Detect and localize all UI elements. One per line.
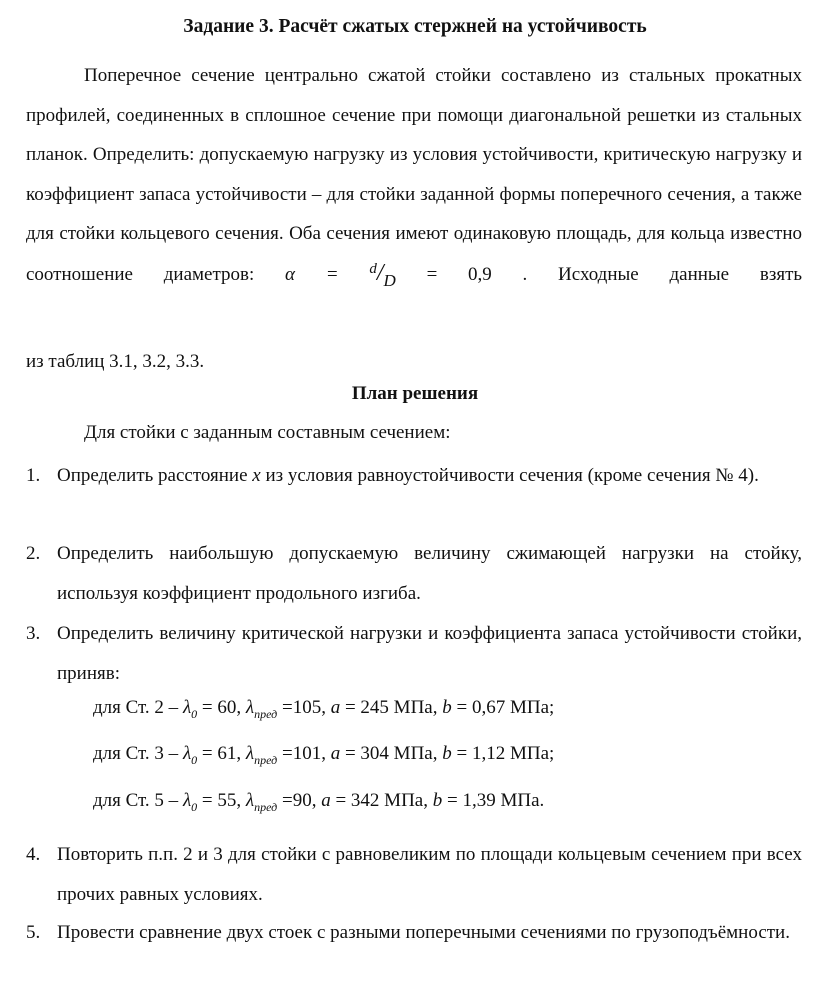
task-title: Задание 3. Расчёт сжатых стержней на устойчивость (183, 16, 647, 37)
plan-step-5: 5. Провести сравнение двух стоек с разными поперечными сечениями по грузоподъёмности. (26, 922, 790, 943)
param-line-st5: для Ст. $5 - \lambda_0 = 55$, $\lambda_{пред} =90$, a = 342 МПа, b = 1,39 МПа. (93, 790, 545, 814)
param-line-st3: для Ст. $3 - \lambda_0 = 61$, $\lambda_{пред} =101$, a = 304 МПа, b = 1,12 МПа; (93, 743, 555, 767)
plan-intro: Для стойки с заданным составным сечением: (84, 422, 451, 443)
task-paragraph (26, 56, 802, 296)
plan-step-1: 1. Определить расстояние x из условия равноустойчивости сечения (кроме сечения № 4). (26, 465, 759, 486)
param-line-st2: для Ст. $2 - \lambda_0 = 60$, $\lambda_{пред} =105$, a = 245 МПа, b = 0,67 МПа; (93, 697, 555, 721)
diameter-ratio-formula: α = $^d$/D = 0,9 (285, 259, 492, 290)
task-paragraph-text: Поперечное сечение центрально сжатой стойки составлено из стальных прокатных профилей, соединенных в сплошное сечение при помощи диагональной решетки из стальных планок. Определить: допускаемую нагрузку из условия устойчивости, критическую нагрузку и коэффициент запаса устойчивости – для стойки заданной формы поперечного сечения, а также для стойки кольцевого сечения. Оба сечения имеют одинаковую площадь, для кольца известно соотношение диаметров: (26, 65, 802, 285)
plan-step-3: 3. Определить величину критической нагрузки и коэффициента запаса устойчивости стойки, приняв: (26, 623, 802, 684)
plan-step-2: 2. Определить наибольшую допускаемую величину сжимающей нагрузки на стойку, используя коэффициент продольного изгиба. (26, 543, 802, 604)
plan-step-4: 4. Повторить п.п. 2 и 3 для стойки с равновеликим по площади кольцевым сечением при всех прочих равных условиях. (26, 844, 802, 905)
task-paragraph-tail: . Исходные данные взять (522, 263, 803, 285)
task-paragraph-last: из таблиц 3.1, 3.2, 3.3. (26, 351, 205, 372)
plan-title: План решения (351, 383, 479, 404)
